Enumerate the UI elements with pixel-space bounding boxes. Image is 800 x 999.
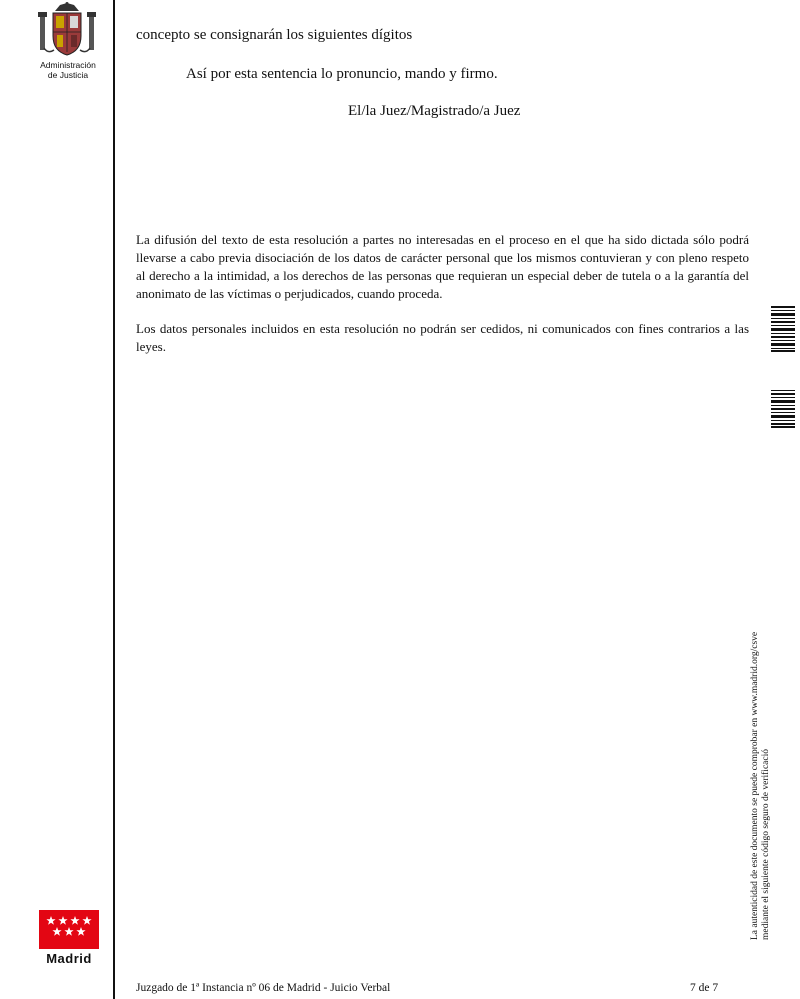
verification-line1: La autenticidad de este documento se puede comprobar en www.madrid.org/csve <box>750 631 760 940</box>
page-number: 7 de 7 <box>690 982 719 994</box>
barcode-icon <box>771 306 795 352</box>
signature-line: El/la Juez/Magistrado/a Juez <box>348 103 521 119</box>
left-margin-rule <box>113 0 115 999</box>
body-line-sentence: Así por esta sentencia lo pronuncio, mando y firmo. <box>186 66 498 82</box>
body-line-digits: concepto se consignarán los siguientes dígitos <box>136 27 413 43</box>
verification-line2: mediante el siguiente código seguro de verificació <box>761 749 771 940</box>
madrid-flag-icon <box>39 910 99 949</box>
madrid-label: Madrid <box>46 951 92 966</box>
barcode-icon <box>771 390 795 428</box>
verification-note <box>750 440 772 940</box>
spain-coat-of-arms-icon <box>36 2 98 58</box>
footer-court: Juzgado de 1ª Instancia nº 06 de Madrid - Juicio Verbal <box>136 982 391 994</box>
personal-data-paragraph: Los datos personales incluidos en esta resolución no podrán ser cedidos, ni comunicados con fines contrarios a las leyes. <box>136 321 749 354</box>
crest-caption-line1: Administración <box>40 60 96 70</box>
privacy-paragraph: La difusión del texto de esta resolución a partes no interesadas en el proceso en el que ha sido dictada sólo podrá llevarse a cabo previa disociación de los datos de carácter personal que los mismos contuvieran y con pleno respeto al derecho a la intimidad, a los derechos de las personas que requieran un especial deber de tutela o a la garantía del anonimato de las víctimas o perjudicados, cuando proceda. <box>136 232 749 301</box>
crest-caption <box>28 60 108 80</box>
crest-caption-line2: de Justicia <box>47 70 89 80</box>
